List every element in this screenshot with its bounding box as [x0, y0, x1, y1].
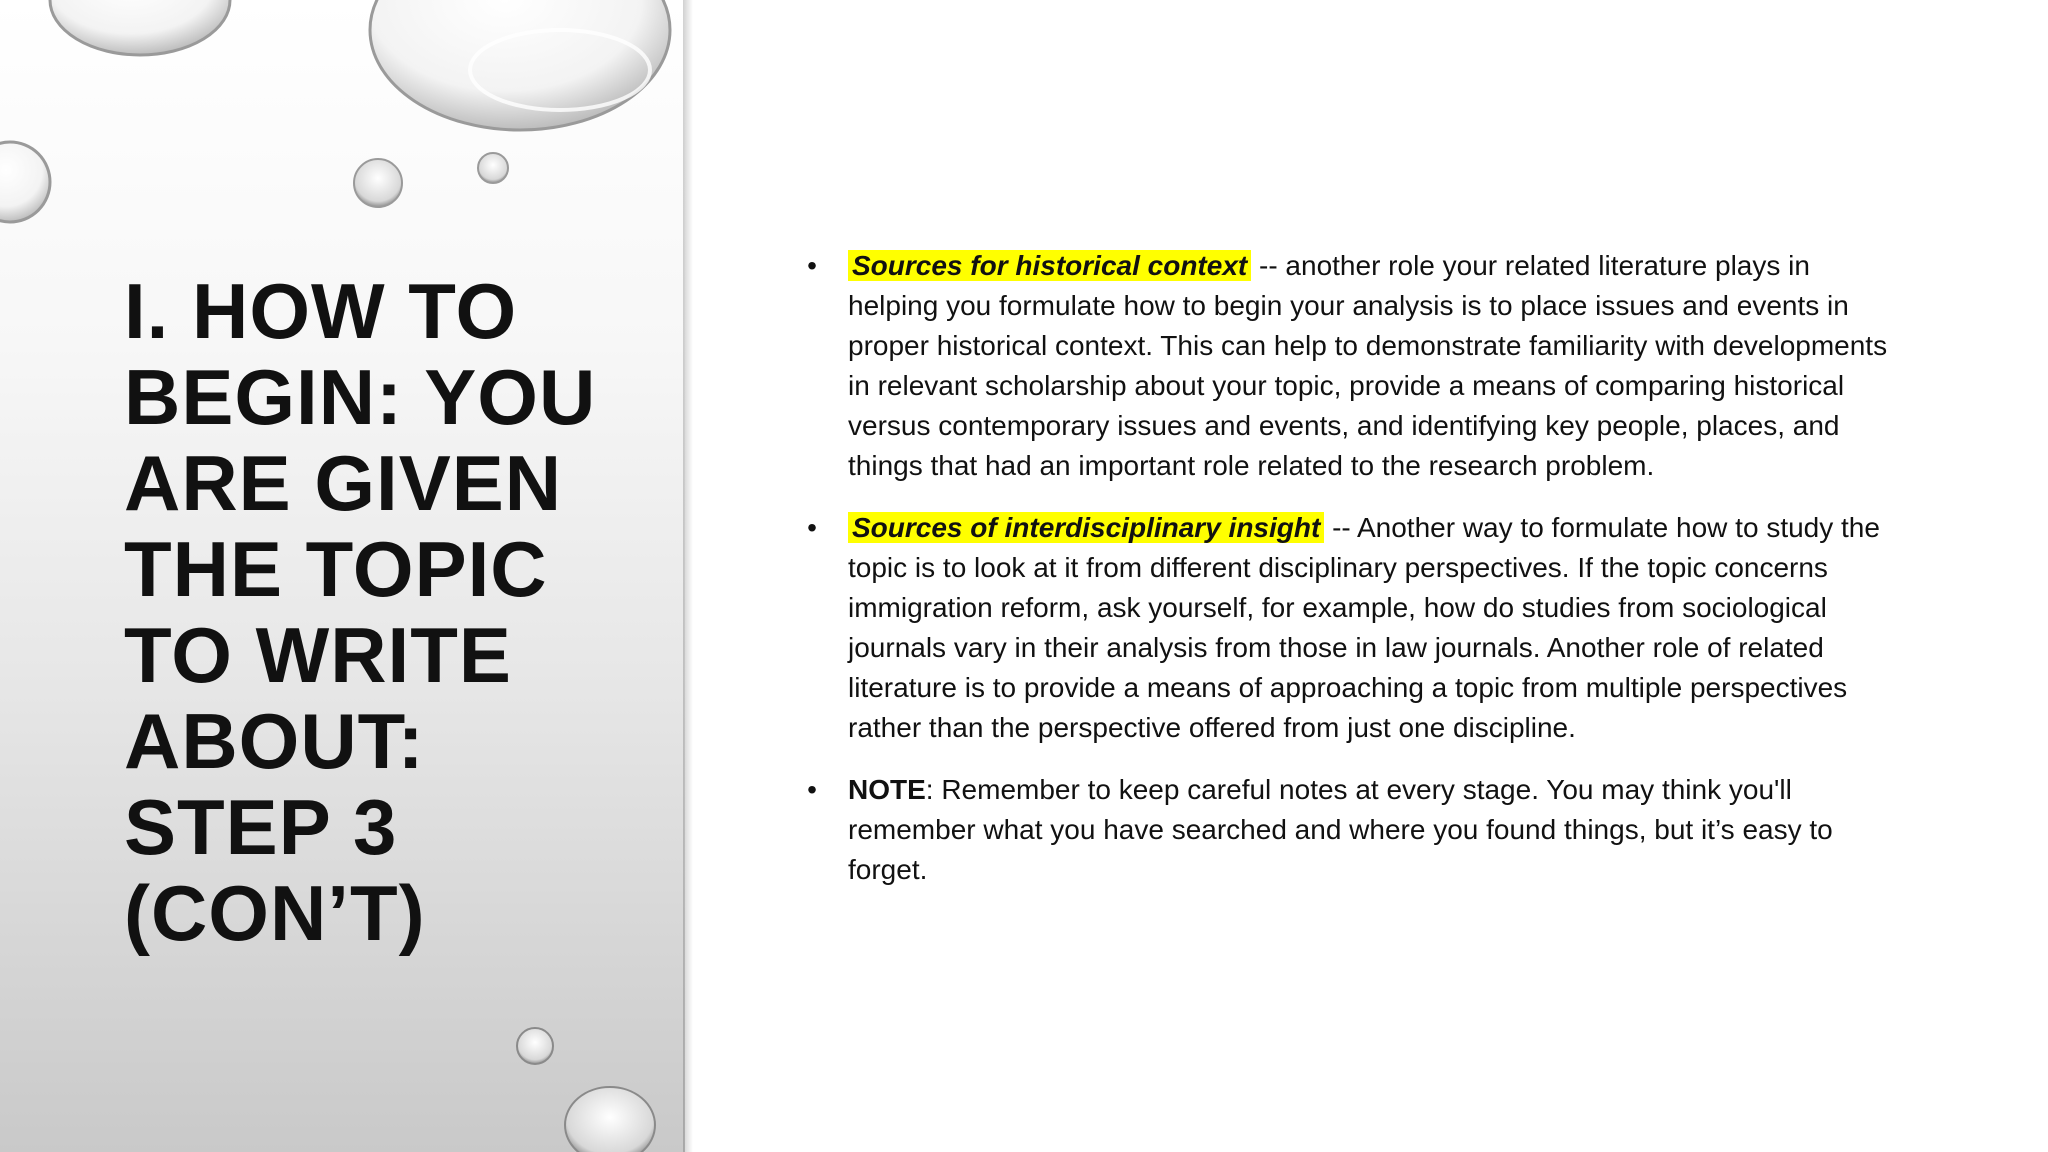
drop-bottom-small — [517, 1028, 553, 1064]
bullet-interdisciplinary-insight — [800, 508, 1900, 748]
drop-small-2 — [478, 153, 508, 183]
drop-large-top — [370, 0, 670, 130]
drop-top-left — [50, 0, 230, 55]
highlighted-term: Sources of interdisciplinary insight — [848, 512, 1324, 543]
title-panel — [0, 0, 685, 1152]
drop-left-edge — [0, 142, 50, 222]
drop-bottom-large — [565, 1087, 655, 1152]
note-label: NOTE — [848, 774, 926, 805]
bullet-marker: • — [807, 512, 817, 543]
slide-title: I. HOW TO BEGIN: YOU ARE GIVEN THE TOPIC TO WRITE ABOUT: STEP 3 (CON’T) — [124, 267, 597, 957]
bullet-marker: • — [807, 774, 817, 805]
bullet-note — [800, 770, 1900, 890]
drop-small-1 — [354, 159, 402, 207]
panel-divider-shadow — [683, 0, 693, 1152]
bullet-text: -- another role your related literature plays in helping you formulate how to begin your analysis is to place issues and events in proper historical context. This can help to demonstrate familiarity with developments in relevant scholarship about your topic, provide a means of comparing historical versus contemporary issues and events, and identifying key people, places, and things that had an important role related to the research problem. — [848, 250, 1888, 481]
bullet-text: -- Another way to formulate how to study the topic is to look at it from different disciplinary perspectives. If the topic concerns immigration reform, ask yourself, for example, how do studies from sociological journals vary in their analysis from those in law journals. Another role of related literature is to provide a means of approaching a topic from multiple perspectives rather than the perspective offered from just one discipline. — [848, 512, 1880, 743]
highlighted-term: Sources for historical context — [848, 250, 1251, 281]
bullet-text: : Remember to keep careful notes at every stage. You may think you'll remember what you have searched and where you found things, but it’s easy to forget. — [848, 774, 1833, 885]
content-body — [800, 246, 1900, 912]
bullet-marker: • — [807, 250, 817, 281]
bullet-historical-context — [800, 246, 1900, 486]
